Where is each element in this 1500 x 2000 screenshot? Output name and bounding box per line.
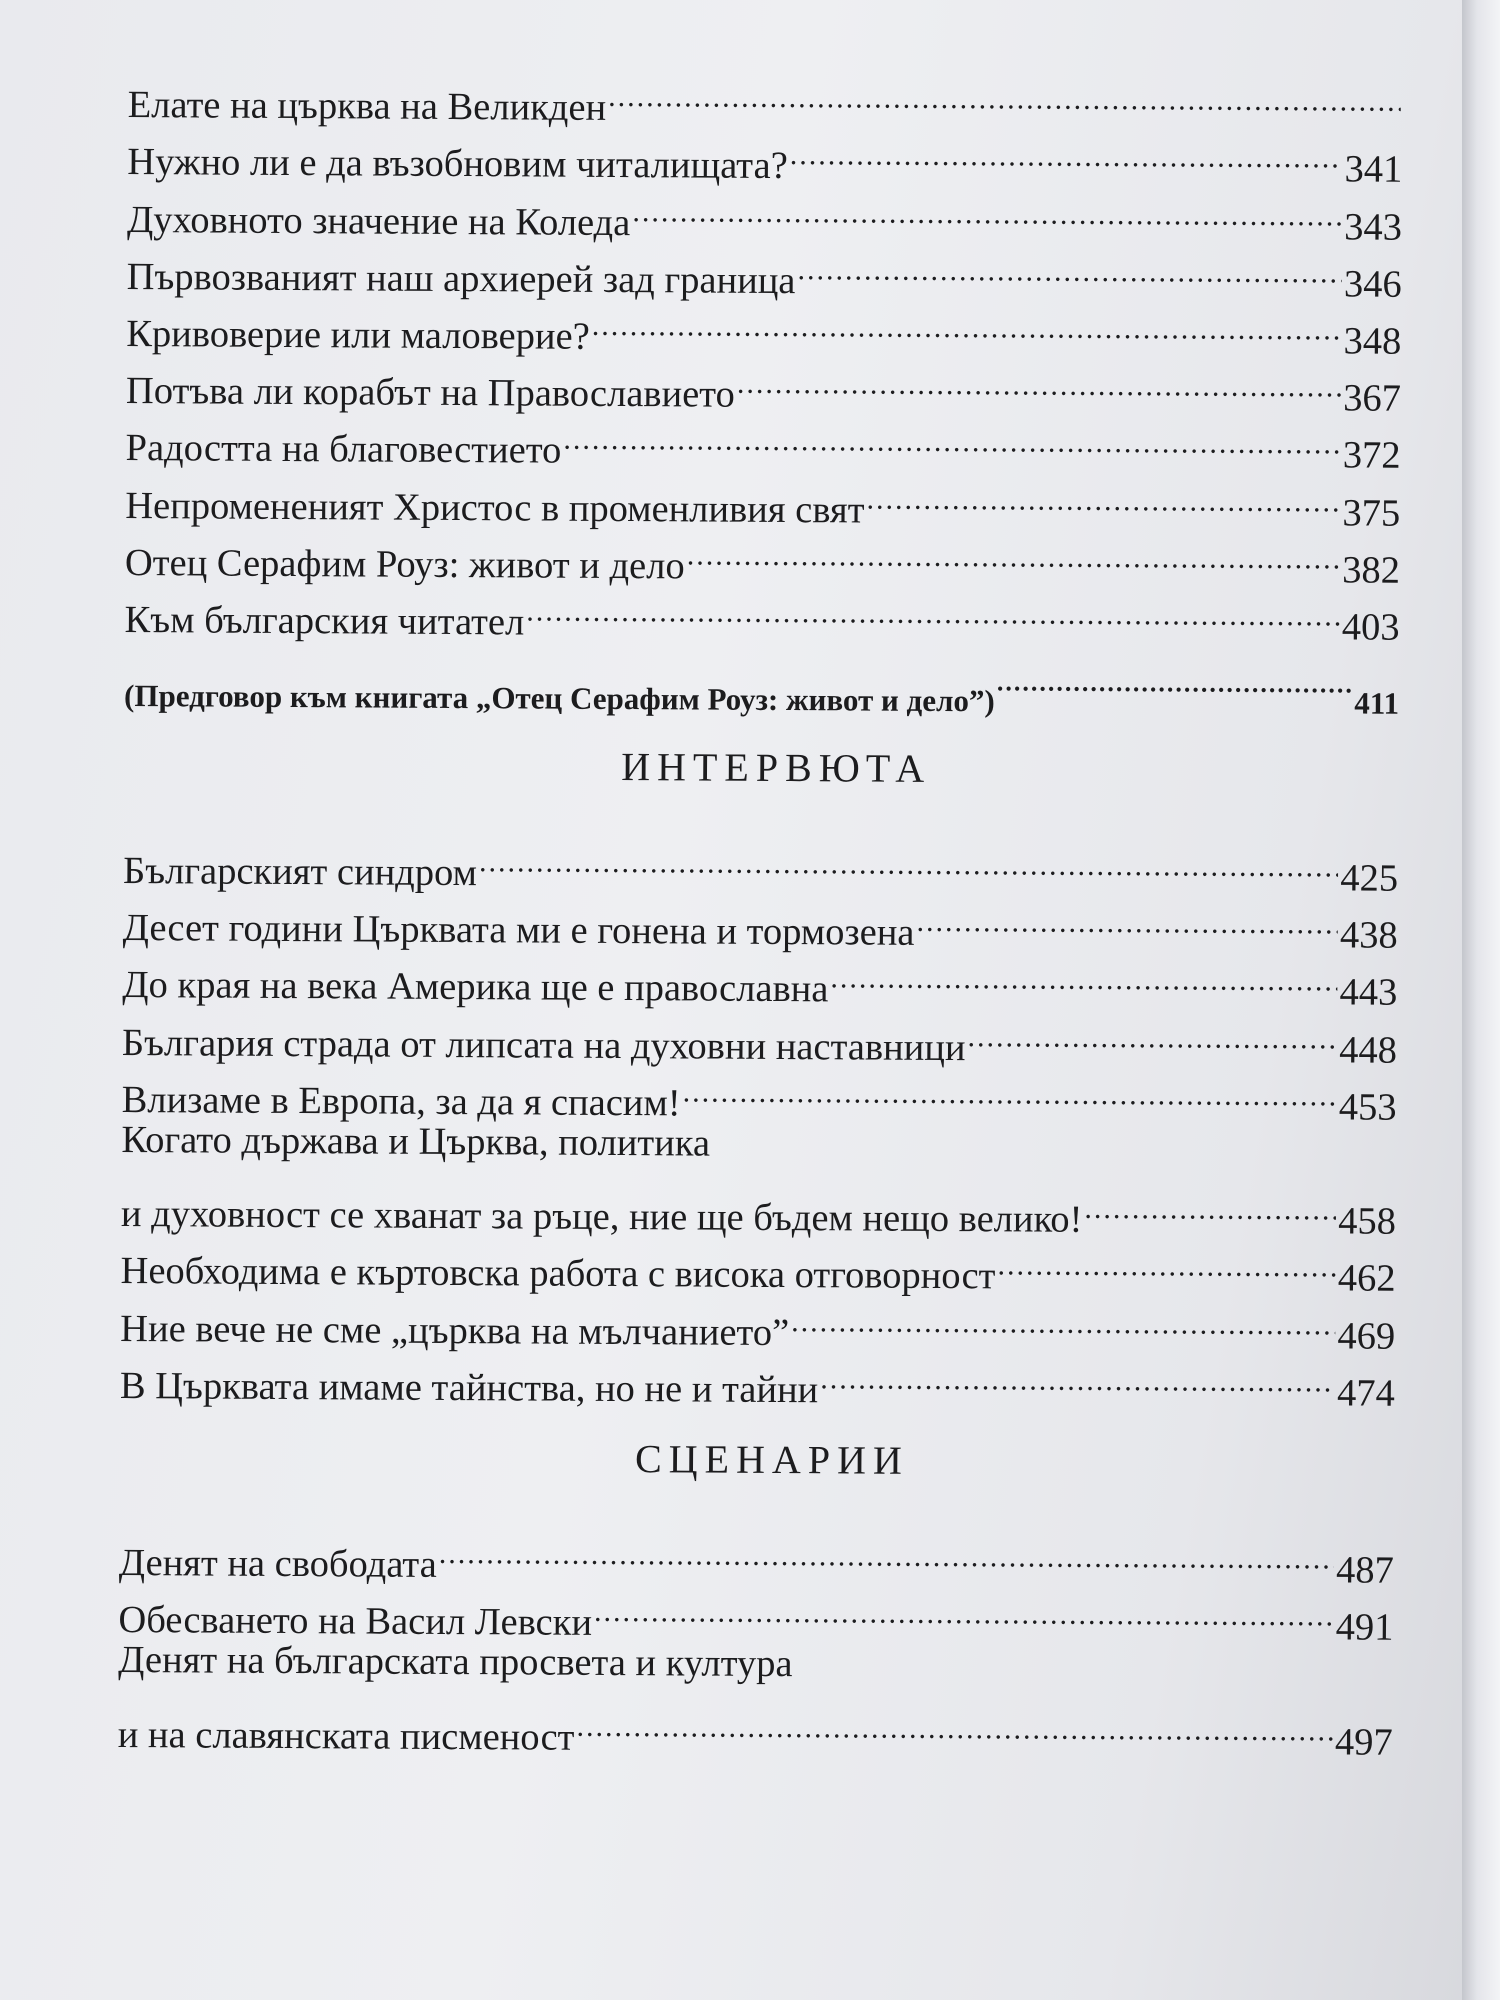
dot-leader bbox=[737, 350, 1342, 411]
toc-entry-page: 348 bbox=[1343, 320, 1402, 363]
toc-entry-title: Денят на свободата bbox=[118, 1541, 437, 1586]
dot-leader bbox=[608, 63, 1401, 125]
toc-entry-title: Необходима е къртовска работа с висока отговорност bbox=[120, 1250, 996, 1298]
dot-leader bbox=[683, 1058, 1338, 1119]
dot-leader bbox=[439, 1520, 1335, 1583]
toc-entry-page: 438 bbox=[1339, 914, 1398, 958]
toc-entry-page: 458 bbox=[1338, 1200, 1397, 1243]
dot-leader bbox=[1084, 1175, 1336, 1234]
toc-entry-title: Духовното значение на Коледа bbox=[126, 198, 631, 244]
toc-entry-page: 343 bbox=[1344, 205, 1403, 249]
toc-entry-line: Денят на българската просвета и култура bbox=[118, 1639, 793, 1686]
table-of-contents bbox=[117, 60, 1403, 1764]
page-edge bbox=[1462, 0, 1500, 2000]
toc-entry-title: Потъва ли корабът на Православието bbox=[125, 370, 735, 416]
toc-entry-page: 411 bbox=[1354, 685, 1400, 721]
toc-entry-page: 382 bbox=[1342, 549, 1401, 592]
dot-leader bbox=[997, 1232, 1336, 1291]
toc-entry-title: Ние вече не сме „църква на мълчанието” bbox=[120, 1307, 790, 1354]
dot-leader bbox=[866, 465, 1340, 525]
toc-entry bbox=[127, 60, 1403, 130]
toc-entry-title: До края на века Америка ще е православна bbox=[122, 964, 829, 1011]
dot-leader bbox=[797, 236, 1342, 297]
toc-entry bbox=[120, 1169, 1397, 1243]
toc-entry-title: Към българския читател bbox=[124, 598, 525, 644]
toc-entry-page: 367 bbox=[1343, 377, 1402, 420]
toc-entry-title: Влизаме в Европа, за да я спасим! bbox=[121, 1078, 681, 1125]
toc-entry-title: Непромененият Христос в променливия свят bbox=[125, 484, 865, 532]
toc-entry-title: В Църквата имаме тайнства, но не и тайни bbox=[119, 1364, 819, 1411]
dot-leader bbox=[526, 577, 1340, 639]
dot-leader bbox=[967, 1003, 1337, 1062]
toc-entry-page: 469 bbox=[1337, 1314, 1396, 1358]
toc-entry-page: 443 bbox=[1339, 971, 1398, 1015]
section-heading-interviews: ИНТЕРВЮТА bbox=[621, 743, 932, 791]
toc-entry-title: Елате на църква на Великден bbox=[127, 84, 607, 130]
toc-entry bbox=[117, 1689, 1393, 1764]
toc-entry-title: България страда от липсата на духовни наставници bbox=[121, 1021, 966, 1069]
toc-entry-title: и на славянската писменост bbox=[117, 1713, 575, 1759]
dot-leader bbox=[830, 945, 1338, 1005]
toc-entry-page: 425 bbox=[1340, 857, 1399, 900]
toc-entry-page: 372 bbox=[1342, 434, 1401, 478]
toc-entry-page: 497 bbox=[1334, 1720, 1393, 1764]
toc-entry-title: Отец Серафим Роуз: живот и дело bbox=[124, 541, 685, 588]
toc-entry-title: Първозваният наш архиерей зад граница bbox=[126, 255, 796, 302]
toc-entry bbox=[122, 826, 1399, 900]
toc-entry-page: 462 bbox=[1337, 1257, 1396, 1301]
toc-entry-page: 346 bbox=[1343, 263, 1402, 306]
toc-entry-line: Когато държава и Църква, политика bbox=[121, 1118, 711, 1165]
toc-entry-title: и духовност се хванат за ръце, ние ще бъдем нещо велико! bbox=[120, 1193, 1083, 1242]
dot-leader bbox=[594, 1578, 1334, 1640]
toc-entry-page: 453 bbox=[1338, 1086, 1397, 1129]
dot-leader bbox=[791, 1287, 1336, 1348]
dot-leader bbox=[820, 1345, 1335, 1405]
dot-leader bbox=[997, 637, 1353, 713]
toc-entry-title: Кривоверие или маловерие? bbox=[126, 312, 590, 358]
toc-entry-title: Нужно ли е да възобновим читалищата? bbox=[127, 141, 788, 188]
toc-entry-page: 474 bbox=[1337, 1372, 1396, 1415]
toc-entry-page: 341 bbox=[1344, 148, 1403, 192]
dot-leader bbox=[687, 521, 1341, 582]
section-heading-scenarios: СЦЕНАРИИ bbox=[634, 1435, 909, 1483]
dot-leader bbox=[790, 121, 1343, 182]
toc-entry-page: 491 bbox=[1335, 1606, 1394, 1649]
dot-leader bbox=[592, 292, 1342, 354]
toc-entry-page: 487 bbox=[1335, 1549, 1394, 1592]
toc-entry-title: Радостта на благовестието bbox=[125, 427, 562, 472]
toc-entry-page: 448 bbox=[1339, 1029, 1398, 1072]
toc-entry-title: Българският синдром bbox=[122, 850, 478, 895]
dot-leader bbox=[563, 406, 1341, 468]
toc-entry-title: Десет години Църквата ми е гонена и тормозена bbox=[122, 907, 915, 955]
toc-entry-page: 375 bbox=[1342, 491, 1401, 535]
toc-entry bbox=[118, 1518, 1394, 1592]
dot-leader bbox=[916, 888, 1338, 948]
toc-entry-page: 403 bbox=[1341, 606, 1400, 649]
toc-entry-title: Обесването на Васил Левски bbox=[118, 1599, 593, 1644]
dot-leader bbox=[576, 1692, 1333, 1754]
dot-leader bbox=[479, 828, 1339, 890]
dot-leader bbox=[632, 177, 1342, 239]
toc-entry-title: (Предговор към книгата „Отец Серафим Роуз: живот и дело”) bbox=[124, 677, 995, 719]
